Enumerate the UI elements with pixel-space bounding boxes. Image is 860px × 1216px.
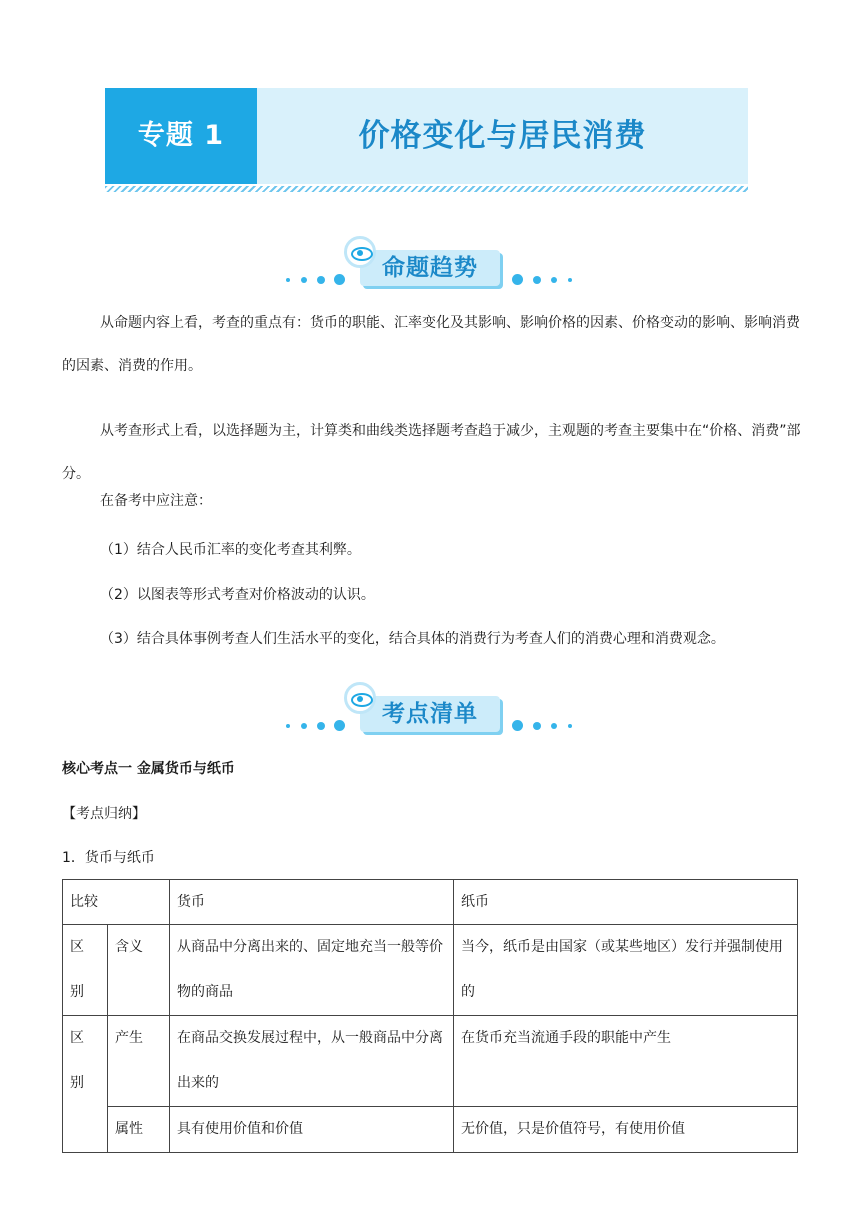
paper-cell: 在货币充当流通手段的职能中产生 (454, 1016, 798, 1107)
aspect-cell: 含义 (108, 925, 170, 1016)
table-header-row (63, 880, 798, 925)
decor-dot (286, 724, 290, 728)
decor-dot (286, 278, 290, 282)
group-label (63, 1016, 108, 1153)
table-row (63, 1016, 798, 1107)
topic-banner (105, 88, 748, 184)
note-item-1: （1）结合人民币汇率的变化考查其利弊。 (100, 542, 361, 558)
decor-dot (551, 723, 557, 729)
decor-dot (533, 276, 541, 284)
table-row (63, 925, 798, 1016)
decor-dot (301, 723, 307, 729)
decor-dot (551, 277, 557, 283)
core-heading: 核心考点一 金属货币与纸币 (62, 761, 235, 777)
summary-heading: 【考点归纳】 (62, 806, 146, 822)
paper-cell: 当今，纸币是由国家（或某些地区）发行并强制使用的 (454, 925, 798, 1016)
note-item-2: （2）以图表等形式考查对价格波动的认识。 (100, 587, 375, 603)
section-title: 命题趋势 (382, 255, 478, 281)
decor-dot (512, 274, 523, 285)
group-label (63, 925, 108, 1016)
money-cell: 在商品交换发展过程中，从一般商品中分离出来的 (170, 1016, 454, 1107)
topic-title: 价格变化与居民消费 (358, 118, 647, 154)
aspect-cell: 产生 (108, 1016, 170, 1107)
group-label-char: 别 (70, 984, 84, 1000)
decor-dot (317, 722, 325, 730)
intro-paragraph-2: 从考查形式上看，以选择题为主，计算类和曲线类选择题考查趋于减少，主观题的考查主要集中在“价格、消费”部分。 (62, 423, 801, 482)
header-cell-compare: 比较 (63, 880, 170, 925)
decor-dot (317, 276, 325, 284)
group-label-char: 区 (70, 1030, 84, 1046)
group-label-char: 区 (70, 939, 84, 955)
decor-dot (568, 724, 572, 728)
money-cell: 从商品中分离出来的、固定地充当一般等价物的商品 (170, 925, 454, 1016)
money-cell: 具有使用价值和价值 (170, 1107, 454, 1153)
decor-dot (533, 722, 541, 730)
aspect-cell: 属性 (108, 1107, 170, 1153)
decor-dot (568, 278, 572, 282)
table-row (63, 1107, 798, 1153)
sub-heading: 1．货币与纸币 (62, 850, 155, 866)
decor-dot (512, 720, 523, 731)
intro-paragraph-3: 在备考中应注意： (100, 493, 212, 509)
section-title: 考点清单 (382, 701, 478, 727)
note-item-3: （3）结合具体事例考查人们生活水平的变化，结合具体的消费行为考查人们的消费心理和消费观念。 (100, 631, 725, 647)
comparison-table (62, 879, 798, 1153)
decor-dot (334, 274, 345, 285)
section-badge-trend (280, 240, 580, 290)
topic-number: 专题 1 (105, 88, 257, 184)
group-label-char: 别 (70, 1075, 84, 1091)
header-cell-money: 货币 (170, 880, 454, 925)
decor-dot (334, 720, 345, 731)
banner-stripe (105, 186, 748, 192)
decor-dot (301, 277, 307, 283)
header-cell-paper: 纸币 (454, 880, 798, 925)
paper-cell: 无价值，只是价值符号，有使用价值 (454, 1107, 798, 1153)
intro-paragraph-1: 从命题内容上看，考查的重点有：货币的职能、汇率变化及其影响、影响价格的因素、价格变动的影响、影响消费的因素、消费的作用。 (62, 315, 800, 374)
section-badge-points (280, 686, 580, 736)
